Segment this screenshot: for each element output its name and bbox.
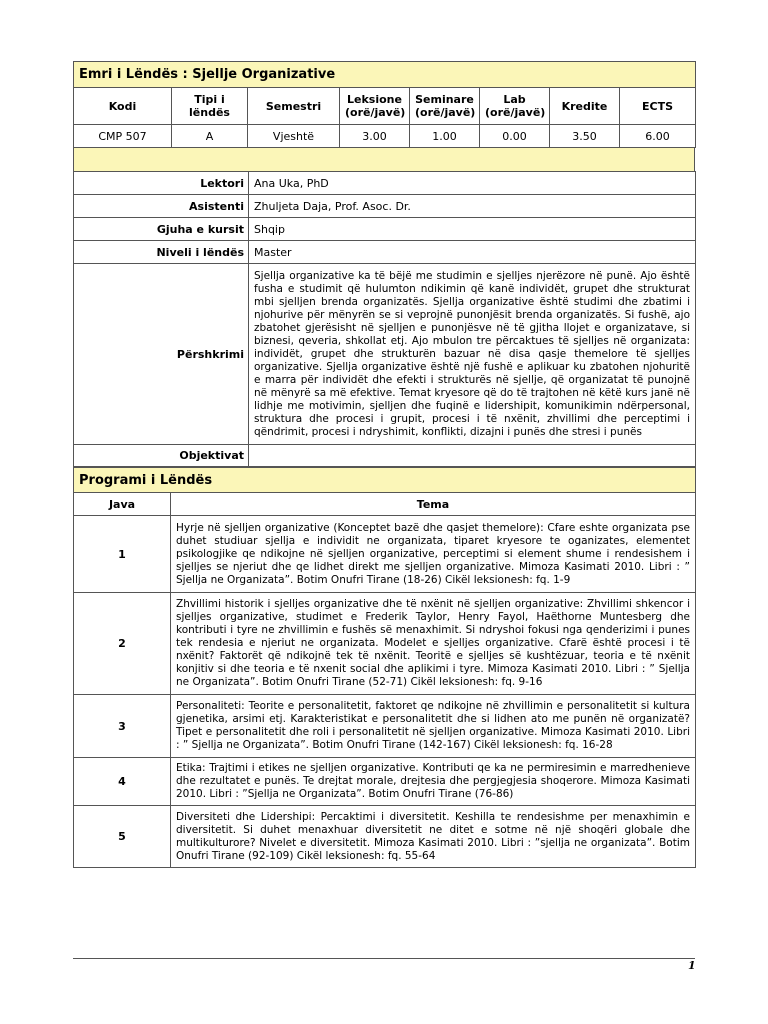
- header-semestri: Semestri: [248, 88, 340, 125]
- table-row: [74, 758, 696, 806]
- week-topic: Zhvillimi historik i sjelljes organizative dhe të nxënit në sjelljen organizative: Zhvillimi shkencor i sjelljes organizative, studimet e Frederik Taylor, Henry Fayol, Haëthorne Muntesberg dhe kontributi i tyre ne zhvillimin e fushës së menaxhimit. Si ndryshoi fokusi nga qenderizimi i punes tek rendesia e njeriut ne organizata. Modelet e sjelljes organizative. Cfarë është procesi i të nxënit? Faktorët që ndikojnë tek të nxënit. Teoritë e sjelljes së kushtëzuar, teoria e të nxënit konjitiv si dhe teoria e të nxenit social dhe aplikimi i tyre. Mimoza Kasimati 2010. Libri : ” Sjellja ne Organizata”. Botim Onufri Tirane (52-71) Cikël leksionesh: fq. 9-16: [171, 593, 696, 695]
- table-row: [74, 695, 696, 758]
- header-kredite: Kredite: [550, 88, 620, 125]
- gjuha-label: Gjuha e kursit: [74, 218, 249, 241]
- pershkrimi-label: Përshkrimi: [74, 264, 249, 445]
- course-title: Emri i Lëndës : Sjellje Organizative: [74, 62, 696, 88]
- niveli-value: Master: [249, 241, 696, 264]
- program-title: Programi i Lëndës: [74, 468, 696, 493]
- course-header-table: [73, 61, 696, 148]
- spacer-bar-table: [73, 147, 695, 172]
- asistenti-label: Asistenti: [74, 195, 249, 218]
- week-number: 2: [74, 593, 171, 695]
- page-number: 1: [688, 959, 696, 972]
- objektivat-value: [249, 445, 696, 467]
- header-seminare: Seminare (orë/javë): [410, 88, 480, 125]
- value-kodi: CMP 507: [74, 125, 172, 148]
- week-topic: Diversiteti dhe Lidershipi: Percaktimi i diversitetit. Keshilla te rendesishme per menaxhimin e diversitetit. Si duhet menaxhuar diversitetit ne ditet e sotme në një shoqëri globale dhe multikulturore? Nivelet e diversitetit. Mimoza Kasimati 2010. Libri : ”sjellja ne organizata”. Botim Onufri Tirane (92-109) Cikël leksionesh: fq. 55-64: [171, 806, 696, 868]
- value-lab: 0.00: [480, 125, 550, 148]
- header-leksione: Leksione (orë/javë): [340, 88, 410, 125]
- spacer-bar: [74, 148, 695, 172]
- week-number: 5: [74, 806, 171, 868]
- pershkrimi-value: Sjellja organizative ka të bëjë me studimin e sjelljes njerëzore në punë. Ajo është fusha e studimit që hulumton ndikimin që kanë individët, grupet dhe strukturat mbi sjelljen brenda organizatës. Sjellja organizative është studimi dhe zbatimi i njohurive për mënyrën se si veprojnë punonjësit brenda organizatës. Si fushë, ajo zbatohet gjerësisht në sjelljen e punonjësve në të gjitha llojet e organizatave, si biznesi, qeveria, shkollat etj. Ajo mbulon tre përcaktues të sjelljes në organizata: individët, grupet dhe strukturën bazuar në disa qasje themelore të sjelljes organizative. Sjellja organizative është një fushë e aplikuar ku zbatohen njohuritë e marra për individët dhe efekti i strukturës në sjellje, që organizatat të punojnë në mënyrë sa më efektive. Temat kryesore që do të trajtohen në këtë kurs janë në lidhje me motivimin, sjelljen dhe fuqinë e lidershipit, komunikimin ndërpersonal, struktura dhe procesi i grupit, procesi i të nxënit, zhvillimi dhe perceptimi i qëndrimit, procesi i ndryshimit, konflikti, dizajni i punës dhe stresi i punës: [249, 264, 696, 445]
- week-number: 3: [74, 695, 171, 758]
- asistenti-value: Zhuljeta Daja, Prof. Asoc. Dr.: [249, 195, 696, 218]
- value-semestri: Vjeshtë: [248, 125, 340, 148]
- column-header-java: Java: [74, 493, 171, 516]
- value-seminare: 1.00: [410, 125, 480, 148]
- week-topic: Hyrje në sjelljen organizative (Konceptet bazë dhe qasjet themelore): Cfare eshte organizata pse duhet studiuar sjellja e individit ne organizata, tiparet kryesore te oganizates, elementet psikologjike qe ndikojne në sjelljen organizative, perceptimi si element shume i rendesishem i sjelljes se njeriut dhe qe lidhet direkt me sjelljen organizative. Mimoza Kasimati 2010. Libri : ” Sjellja ne Organizata”. Botim Onufri Tirane (18-26) Cikël leksionesh: fq. 1-9: [171, 516, 696, 593]
- gjuha-value: Shqip: [249, 218, 696, 241]
- header-kodi: Kodi: [74, 88, 172, 125]
- header-tipi: Tipi i lëndës: [172, 88, 248, 125]
- table-row: [74, 806, 696, 868]
- course-info-table: [73, 171, 696, 467]
- week-number: 4: [74, 758, 171, 806]
- lektori-label: Lektori: [74, 172, 249, 195]
- niveli-label: Niveli i lëndës: [74, 241, 249, 264]
- column-header-tema: Tema: [171, 493, 696, 516]
- value-leksione: 3.00: [340, 125, 410, 148]
- header-lab: Lab (orë/javë): [480, 88, 550, 125]
- lektori-value: Ana Uka, PhD: [249, 172, 696, 195]
- week-topic: Personaliteti: Teorite e personalitetit, faktoret qe ndikojne në zhvillimin e personalitetit si kultura gjenetika, arsimi etj. Karakteristikat e personalitetit dhe si lidhen ato me punën në organizatë? Tipet e personalitetit dhe roli i personalitetit në sjelljen organizative. Mimoza Kasimati 2010. Libri : ” Sjellja ne Organizata”. Botim Onufri Tirane (142-167) Cikël leksionesh: fq. 16-28: [171, 695, 696, 758]
- value-ects: 6.00: [620, 125, 696, 148]
- value-kredite: 3.50: [550, 125, 620, 148]
- week-number: 1: [74, 516, 171, 593]
- week-topic: Etika: Trajtimi i etikes ne sjelljen organizative. Kontributi qe ka ne permiresimin e marredhenieve dhe rezultatet e punës. Te drejtat morale, drejtesia dhe pergjegjesia shoqerore. Mimoza Kasimati 2010. Libri : ”Sjellja ne Organizata”. Botim Onufri Tirane (76-86): [171, 758, 696, 806]
- objektivat-label: Objektivat: [74, 445, 249, 467]
- table-row: [74, 516, 696, 593]
- table-row: [74, 593, 696, 695]
- footer-divider: [73, 958, 695, 959]
- program-table: [73, 467, 696, 868]
- header-ects: ECTS: [620, 88, 696, 125]
- value-tipi: A: [172, 125, 248, 148]
